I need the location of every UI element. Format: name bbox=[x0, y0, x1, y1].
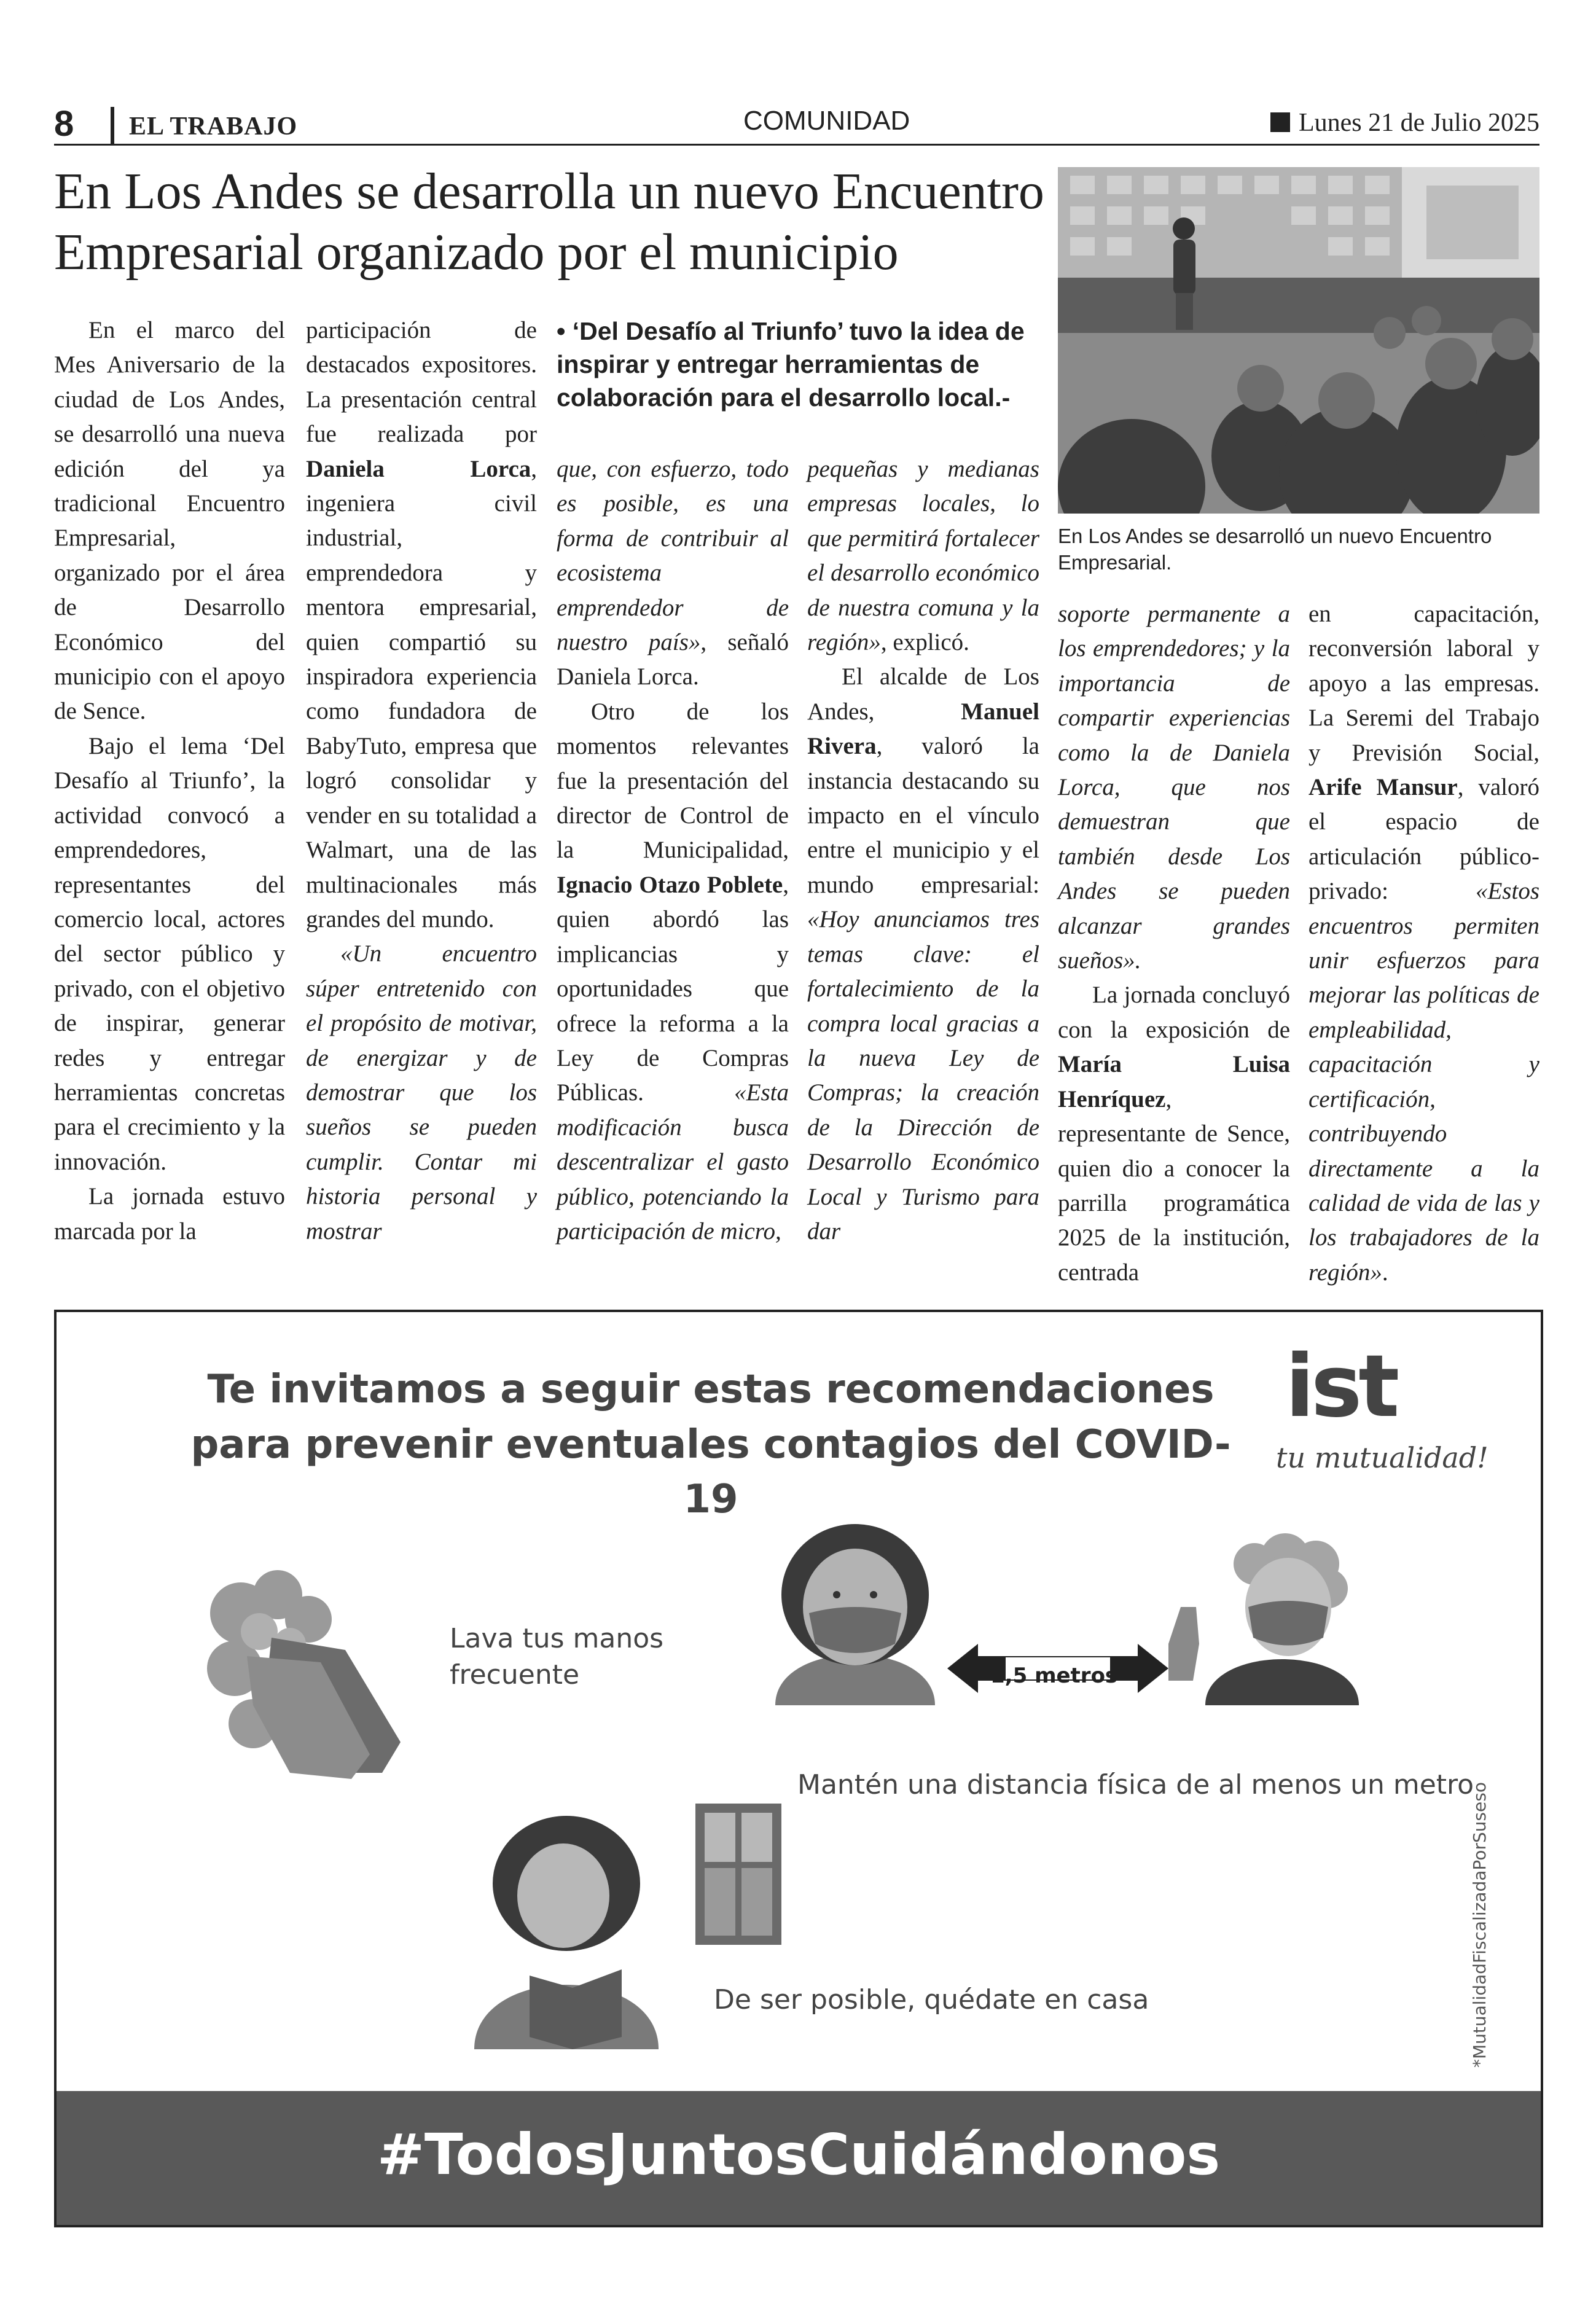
text-run: El alcalde de Los Andes, bbox=[807, 663, 1039, 725]
article-column-5 bbox=[1058, 597, 1290, 1290]
paragraph bbox=[807, 660, 1039, 1249]
text-run: en capacitación, reconversión laboral y apoyo a las empresas. La Seremi del Trabajo y Previsión Social, bbox=[1308, 601, 1539, 766]
distance-label: 1,5 metros bbox=[990, 1663, 1118, 1688]
paragraph: En el marco del Mes Aniversario de la ciudad de Los Andes, se desarrolló una nueva edición del ya tradicional Encuentro Empresarial, organizado por el área de Desarrollo Económico del municipio con el apoyo de Sence. bbox=[54, 317, 285, 725]
article-headline: En Los Andes se desarrolla un nuevo Encuentro Empresarial organizado por el municipio bbox=[54, 163, 1044, 281]
date-square-icon bbox=[1270, 112, 1290, 132]
article-column-1 bbox=[54, 313, 285, 1249]
quote-text: «Esta modificación busca descentralizar el gasto público, potenciando la participación de micro, bbox=[557, 1079, 789, 1245]
campaign-hashtag: #TodosJuntosCuidándonos bbox=[377, 2122, 1221, 2187]
ist-logo-tagline: tu mutualidad! bbox=[1276, 1441, 1488, 1474]
paragraph bbox=[306, 937, 537, 1249]
handwashing-icon bbox=[198, 1570, 444, 1791]
tip-physical-distance: Mantén una distancia física de al menos un metro bbox=[797, 1769, 1474, 1800]
paragraph bbox=[306, 313, 537, 937]
paragraph bbox=[1058, 597, 1290, 978]
paragraph: La jornada estuvo marcada por la bbox=[54, 1183, 285, 1245]
text-run: , representante de Sence, quien dio a conocer la parrilla programática 2025 de la institución, centrada bbox=[1058, 1085, 1290, 1286]
article-column-3 bbox=[557, 452, 789, 1249]
text-run: , ingeniera civil industrial, emprendedora y mentora empresarial, quien compartió su inspiradora experiencia como fundadora de BabyTuto, empresa que logró consolidar y vender en su totalidad a Walmart, una de las multinacionales más grandes del mundo. bbox=[306, 455, 537, 932]
text-run: participación de destacados expositores. La presentación central fue realizada por bbox=[306, 317, 537, 448]
issue-date: Lunes 21 de Julio 2025 bbox=[1299, 109, 1539, 137]
quote-text: «Estos encuentros permiten unir esfuerzos para mejorar las políticas de empleabilidad, capacitación y certificación, contribuyendo directamente a la calidad de vida de las y los trabajadores de la región» bbox=[1308, 878, 1539, 1286]
paragraph bbox=[557, 695, 789, 1249]
paragraph bbox=[1308, 597, 1539, 1290]
pull-quote: • ‘Del Desafío al Triunfo’ tuvo la idea de inspirar y entregar herramientas de colaboración para el desarrollo local.- bbox=[557, 317, 1025, 412]
paragraph bbox=[557, 452, 789, 695]
person-name: Daniela Lorca bbox=[306, 455, 531, 482]
woman-with-mask-icon bbox=[751, 1521, 960, 1705]
header-divider bbox=[111, 107, 114, 144]
ist-logo: ist bbox=[1285, 1337, 1396, 1437]
paragraph: Bajo el lema ‘Del Desafío al Triunfo’, la actividad convocó a emprendedores, representantes del comercio local, actores del sector público y privado, con el objetivo de inspirar, generar redes y entregar herramientas concretas para el crecimiento y la innovación. bbox=[54, 732, 285, 1175]
text-run: . bbox=[1382, 1259, 1388, 1286]
covid-advertisement bbox=[54, 1310, 1543, 2227]
elder-with-mask-icon bbox=[1162, 1521, 1383, 1705]
article-column-6 bbox=[1308, 597, 1539, 1290]
event-photo bbox=[1058, 167, 1539, 514]
text-run: , señaló Daniela Lorca. bbox=[557, 629, 789, 690]
person-name: Arife Mansur bbox=[1308, 774, 1458, 801]
text-run: , valoró la instancia destacando su impacto en el vínculo entre el municipio y el mundo empresarial: bbox=[807, 733, 1039, 898]
text-run: Otro de los momentos relevantes fue la presentación del director de Control de la Municipalidad, bbox=[557, 698, 789, 864]
header-rule bbox=[54, 144, 1539, 146]
person-name: Manuel Rivera bbox=[807, 698, 1039, 760]
tip-stay-home: De ser posible, quédate en casa bbox=[714, 1984, 1149, 2015]
person-name: Ignacio Otazo Poblete bbox=[557, 871, 783, 898]
page-number: 8 bbox=[54, 104, 74, 144]
text-run: , quien abordó las implicancias y oportunidades que ofrece la reforma a la Ley de Compras Públicas. bbox=[557, 871, 789, 1106]
regulator-note: *MutualidadFiscalizadaPorSuseso bbox=[1469, 1782, 1490, 2068]
person-name: María Luisa Henríquez bbox=[1058, 1051, 1290, 1112]
quote-text: que, con esfuerzo, todo es posible, es una forma de contribuir al ecosistema emprendedor de nuestro país» bbox=[557, 456, 789, 656]
paragraph bbox=[1058, 978, 1290, 1290]
article-column-4 bbox=[807, 452, 1039, 1249]
newspaper-name: EL TRABAJO bbox=[129, 112, 298, 141]
event-photo-illustration bbox=[1058, 167, 1539, 514]
text-run: , valoró el espacio de articulación público-privado: bbox=[1308, 774, 1539, 905]
quote-text: «Un encuentro súper entretenido con el propósito de motivar, de energizar y de demostrar que los sueños se pueden cumplir. Contar mi historia personal y mostrar bbox=[306, 940, 537, 1245]
paragraph bbox=[807, 452, 1039, 660]
section-title: COMUNIDAD bbox=[743, 106, 910, 136]
text-run: La jornada concluyó con la exposición de bbox=[1058, 982, 1290, 1043]
quote-text: pequeñas y medianas empresas locales, lo que permitirá fortalecer el desarrollo económico de nuestra comuna y la región» bbox=[807, 456, 1039, 656]
text-run: , explicó. bbox=[880, 629, 969, 656]
quote-text: soporte permanente a los emprendedores; y la importancia de compartir experiencias como la de Daniela Lorca, que nos demuestran que también desde Los Andes se pueden alcanzar grandes sueños». bbox=[1058, 601, 1290, 974]
tip-wash-hands: Lava tus manos frecuente bbox=[450, 1623, 664, 1691]
article-column-2 bbox=[306, 313, 537, 1249]
photo-caption: En Los Andes se desarrolló un nuevo Encuentro Empresarial. bbox=[1058, 525, 1492, 574]
ad-title: Te invitamos a seguir estas recomendaciones para prevenir eventuales contagios del COVID-19 bbox=[190, 1367, 1231, 1523]
quote-text: «Hoy anunciamos tres temas clave: el fortalecimiento de la compra local gracias a la nueva Ley de Compras; la creación de la Dirección de Desarrollo Económico Local y Turismo para dar bbox=[807, 906, 1039, 1245]
